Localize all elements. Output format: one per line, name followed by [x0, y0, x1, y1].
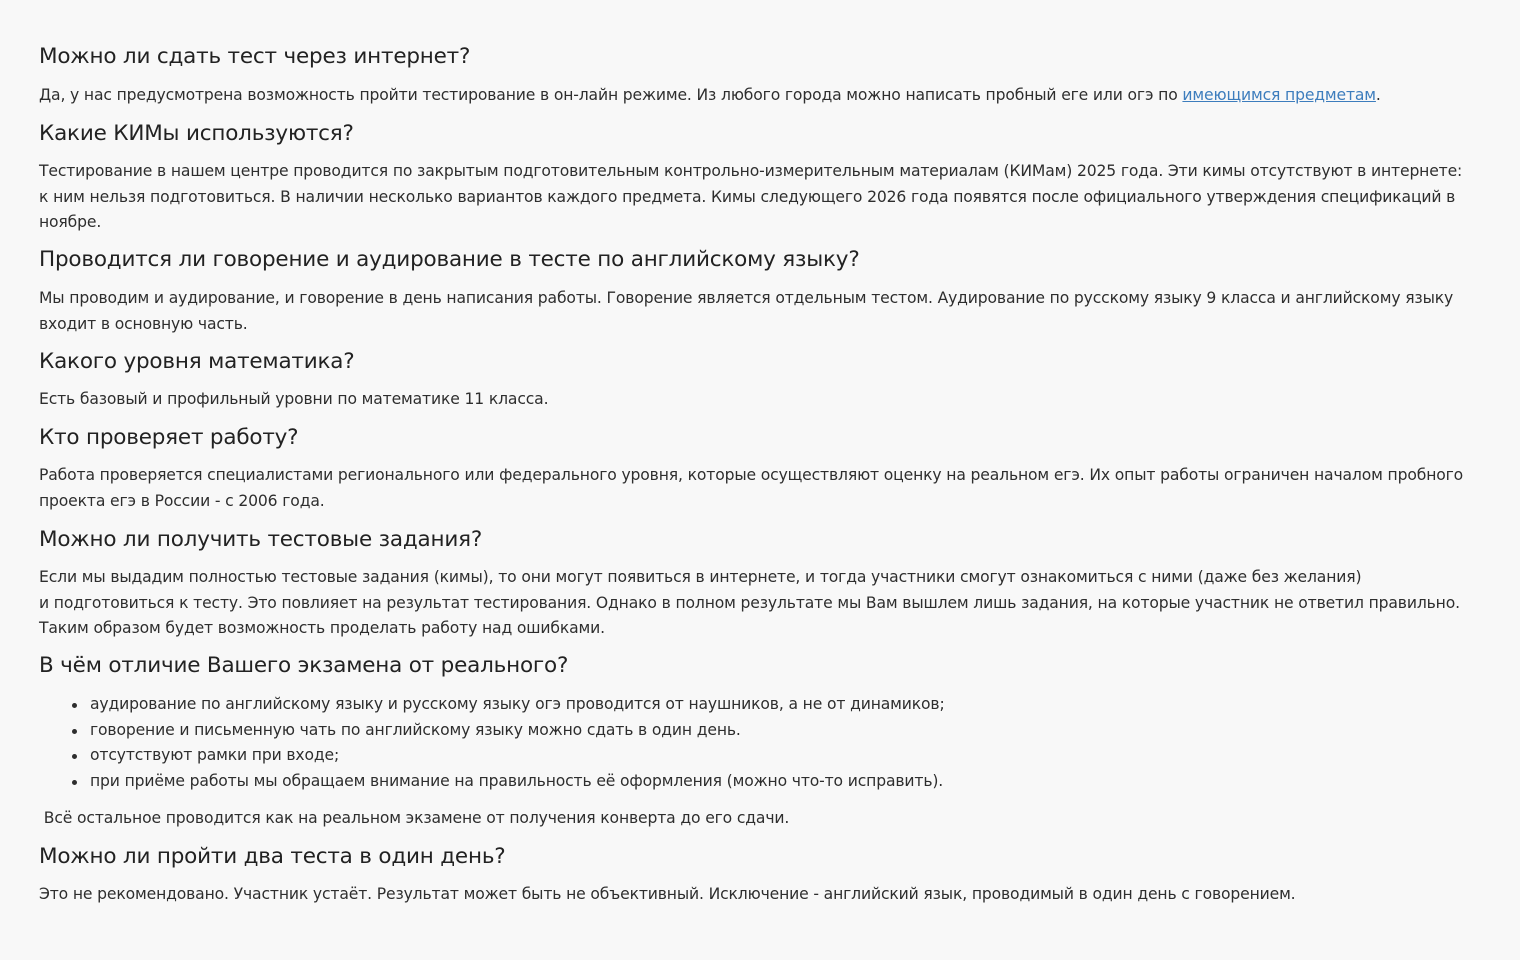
faq-answer-line: и подготовиться к тесту. Это повлияет на результат тестирования. Однако в полном результате мы Вам вышлем лишь задания, на которые участник не ответил правильно.: [39, 593, 1460, 612]
faq-question-kim: Какие КИМы используются?: [39, 121, 354, 146]
faq-answer-line: к ним нельзя подготовиться. В наличии несколько вариантов каждого предмета. Кимы следующего 2026 года появятся после официального утверждения спецификаций в: [39, 187, 1456, 206]
faq-answer-line: проекта егэ в России - с 2006 года.: [39, 491, 325, 510]
faq-answer-english: [39, 286, 1453, 337]
faq-answer-line: Есть базовый и профильный уровни по математике 11 класса.: [39, 390, 549, 408]
faq-answer-online: [39, 83, 1381, 109]
faq-question-tasks: Можно ли получить тестовые задания?: [39, 527, 483, 552]
faq-question-english: Проводится ли говорение и аудирование в тесте по английскому языку?: [39, 247, 860, 272]
faq-answer-line: Мы проводим и аудирование, и говорение в день написания работы. Говорение является отдельным тестом. Аудирование по русскому языку 9 класса и английскому языку: [39, 289, 1454, 307]
faq-answer-line: Работа проверяется специалистами регионального или федерального уровня, которые осуществляют оценку на реальном егэ. Их опыт работы ограничен началом пробного: [39, 466, 1464, 484]
faq-question-difference: В чём отличие Вашего экзамена от реального?: [39, 653, 569, 678]
faq-answer-line: входит в основную часть.: [39, 314, 248, 333]
faq-answer-math: [39, 387, 548, 413]
faq-answer-two-tests: [39, 882, 1296, 908]
faq-answer-tasks: [39, 565, 1460, 642]
faq-answer-online-end: .: [1375, 86, 1381, 104]
faq-answer-online-text: Да, у нас предусмотрена возможность пройти тестирование в он-лайн режиме. Из любого города можно написать пробный еге или огэ по: [39, 86, 1183, 104]
difference-list: [69, 692, 945, 794]
list-item: аудирование по английскому языку и русскому языку огэ проводится от наушников, а не от динамиков;: [69, 692, 945, 718]
faq-answer-line: Если мы выдадим полностью тестовые задания (кимы), то они могут появиться в интернете, и тогда участники смогут ознакомиться с ними (даже без желания): [39, 568, 1362, 586]
list-item: отсутствуют рамки при входе;: [69, 743, 945, 769]
subjects-link[interactable]: имеющимся предметам: [1182, 86, 1376, 104]
faq-question-checker: Кто проверяет работу?: [39, 425, 299, 450]
faq-question-math: Какого уровня математика?: [39, 349, 355, 374]
faq-answer-line: ноябре.: [39, 213, 102, 231]
faq-answer-line: Тестирование в нашем центре проводится по закрытым подготовительным контрольно-измерительным материалам (КИМам) 2025 года. Эти кимы отсутствуют в интернете:: [39, 162, 1463, 180]
list-item: говорение и письменную чать по английскому языку можно сдать в один день.: [69, 718, 945, 744]
list-item: при приёме работы мы обращаем внимание на правильность её оформления (можно что-то исправить).: [69, 769, 945, 795]
faq-answer-line: Это не рекомендовано. Участник устаёт. Результат может быть не объективный. Исключение - английский язык, проводимый в один день с говорением.: [39, 885, 1296, 903]
faq-question-two-tests: Можно ли пройти два теста в один день?: [39, 844, 506, 869]
faq-answer-difference-rest: Всё остальное проводится как на реальном экзамене от получения конверта до его сдачи.: [39, 809, 790, 827]
faq-question-online: Можно ли сдать тест через интернет?: [39, 44, 471, 69]
faq-answer-checker: [39, 463, 1463, 514]
faq-answer-kim: [39, 159, 1462, 236]
faq-answer-line: Таким образом будет возможность проделать работу над ошибками.: [39, 619, 605, 637]
